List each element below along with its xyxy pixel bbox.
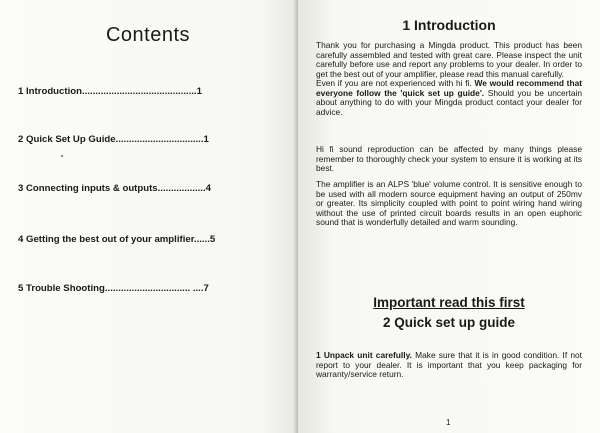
intro-paragraph-2-lead: Even if you are not experienced with hi fi. bbox=[316, 78, 472, 88]
important-heading: Important read this first bbox=[373, 295, 525, 310]
quick-guide-recommendation: We would recommend that everyone follow the 'quick set up guide'. bbox=[316, 78, 583, 98]
intro-paragraph-1: Thank you for purchasing a Mingda product. This product has been carefully assembled and tested with great care. Please inspect the unit carefully before use and report any problems to your dealer. In order to get the best out of your amplifier, please read this manual carefully. bbox=[316, 40, 582, 79]
step-1-text: Make sure that it is in good condition. If not report to your dealer. It is important that you keep packaging for warranty/service return. bbox=[316, 350, 583, 380]
toc-entry-quick-setup[interactable]: 2 Quick Set Up Guide.................................1 bbox=[18, 134, 209, 145]
page-number: 1 bbox=[446, 418, 451, 427]
toc-entry-trouble-shooting[interactable]: 5 Trouble Shooting................................ ....7 bbox=[18, 283, 209, 294]
intro-paragraph-3: Hi fi sound reproduction can be affected by many things please remember to thoroughly check your system to ensure it is working at its best. bbox=[316, 144, 582, 174]
step-1-paragraph bbox=[316, 351, 582, 380]
contents-title: Contents bbox=[105, 24, 191, 46]
introduction-title: 1 Introduction bbox=[402, 17, 496, 33]
intro-paragraph-4: The amplifier is an ALPS 'blue' volume control. It is sensitive enough to be used with all modern source equipment having an output of 250mv or greater. Its simplicity coupled with point to point wiring hand wiring without the use of printed circuit boards results in an open euphoric sound that is wonderfully detailed and warm sounding. bbox=[316, 179, 582, 228]
contents-page bbox=[0, 0, 296, 433]
toc-entry-getting-best[interactable]: 4 Getting the best out of your amplifier......5 bbox=[18, 234, 216, 245]
toc-entry-connecting[interactable]: 3 Connecting inputs & outputs..................4 bbox=[18, 183, 211, 194]
paper-speck bbox=[61, 155, 63, 157]
intro-paragraph-2-rest: Should you be uncertain about anything to do with your Mingda product contact your dealer for advice. bbox=[316, 87, 583, 117]
intro-paragraph-2 bbox=[316, 79, 582, 117]
step-1-label: 1 Unpack unit carefully. bbox=[316, 350, 412, 360]
quick-setup-heading: 2 Quick set up guide bbox=[382, 315, 516, 330]
toc-entry-introduction[interactable]: 1 Introduction...........................................1 bbox=[18, 86, 202, 97]
